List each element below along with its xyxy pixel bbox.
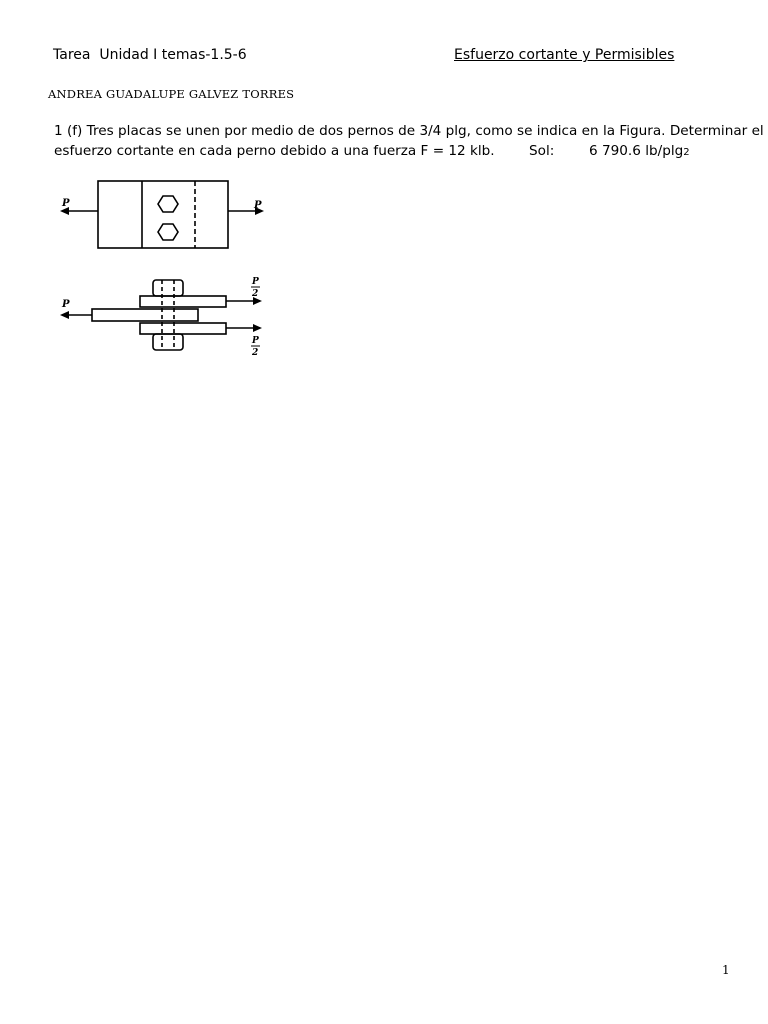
top-right-force-label: P	[254, 200, 262, 211]
header-left-title: Tarea Unidad I temas-1.5-6	[53, 47, 247, 63]
middle-plate	[92, 309, 198, 321]
author-name: ANDREA GUADALUPE GALVEZ TORRES	[48, 87, 295, 101]
top-left-force-label: P	[62, 198, 70, 209]
lower-half-denominator: 2	[252, 348, 259, 358]
solution-value	[589, 141, 690, 163]
page-number: 1	[722, 963, 730, 977]
problem-line-2: esfuerzo cortante en cada perno debido a una fuerza F = 12 klb.	[54, 143, 495, 159]
problem-line-1: 1 (f) Tres placas se unen por medio de dos pernos de 3/4 plg, como se indica en la Figura. Determinar el	[54, 123, 764, 139]
side-view	[66, 280, 259, 350]
top-plate-outer	[98, 181, 228, 248]
solution-label: Sol:	[529, 143, 555, 159]
upper-half-numerator: P	[252, 277, 259, 287]
lower-plate	[140, 323, 226, 334]
problem-statement	[54, 121, 764, 161]
solution-number: 6 790.6 lb/plg	[589, 143, 684, 159]
lower-half-numerator: P	[252, 336, 259, 346]
bolted-plates-figure	[52, 170, 282, 365]
lower-half-force-label	[251, 336, 260, 358]
bolt-lower-nut	[153, 334, 183, 350]
bolt-head-lower	[158, 224, 178, 240]
upper-plate	[140, 296, 226, 307]
bolt-head-upper	[158, 196, 178, 212]
bottom-left-force-label: P	[62, 299, 70, 310]
middle-arrow-head	[60, 311, 69, 319]
top-view	[66, 181, 258, 248]
header-right-title: Esfuerzo cortante y Permisibles	[454, 47, 675, 63]
upper-half-denominator: 2	[252, 289, 259, 299]
upper-half-force-label	[251, 277, 260, 299]
bolt-upper-head	[153, 280, 183, 296]
solution-exponent: 2	[683, 147, 690, 158]
lower-arrow-head	[253, 324, 262, 332]
